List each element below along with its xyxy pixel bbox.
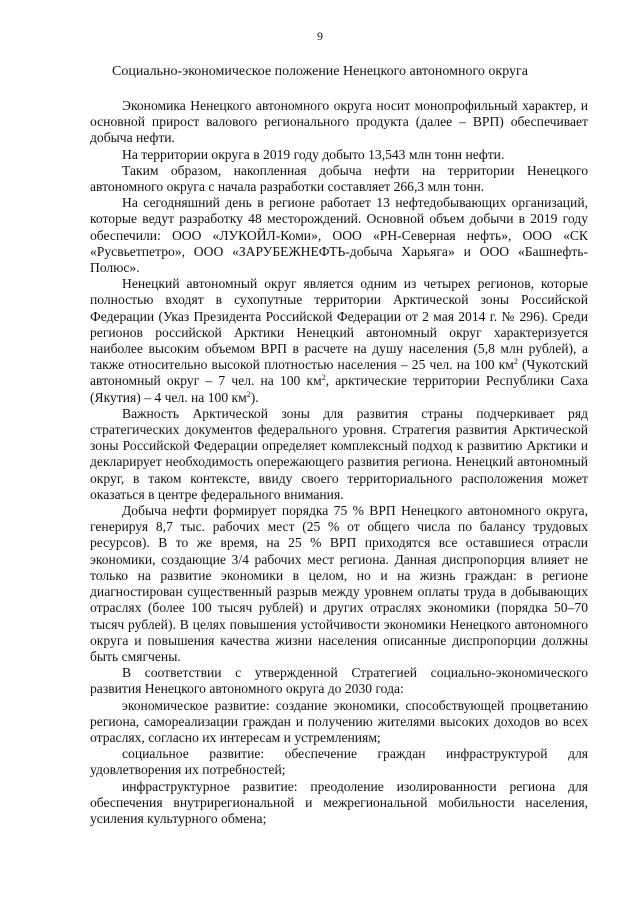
density-part1: на 100 км	[456, 357, 514, 373]
density-part2: (Чукотский автономный округ – 7 чел. на 100 км	[90, 357, 588, 389]
paragraph-infrastructure-development: инфраструктурное развитие: преодоление изолированности региона для обеспечения внутрирегиональной и межрегиональной мобильности населения, усиления культурного обмена;	[90, 778, 588, 826]
paragraph-strategy: В соответствии с утвержденной Стратегией социально-экономического развития Ненецкого автономного округа до 2030 года:	[90, 665, 588, 697]
density-part4: ).	[250, 389, 259, 405]
density-sup1: 2	[513, 357, 518, 367]
document-title: Социально-экономическое положение Ненецкого автономного округа	[112, 64, 528, 79]
paragraph-arctic	[90, 276, 588, 406]
paragraph-oil-2019: На территории округа в 2019 году добыто 13,543 млн тонн нефти.	[122, 146, 505, 162]
arctic-text: Ненецкий автономный округ является одним из четырех регионов, которые полностью входят в сухопутные территории Арктической зоны Российской Федерации (Указ Президента Российской Федерации от 2 мая 2014 г. № 296). Среди регионов российской Арктики Ненецкий автономный округ характеризуется наиболее высоким объемом ВРП в расчете на душу населения (5,8 млн рублей), а также относительно высокой плотностью населения – 25 чел.	[90, 276, 588, 373]
document-body	[90, 98, 588, 827]
paragraph-importance: Важность Арктической зоны для развития страны подчеркивает ряд стратегических документов федерального уровня. Стратегия развития Арктической зоны Российской Федерации определяет комплексный подход к развитию Арктики и декларирует необходимость опережающего развития региона. Ненецкий автономный округ, в таком контексте, ввиду своего территориального расположения может оказаться в центре федерального внимания.	[90, 405, 588, 502]
paragraph-disproportion: Добыча нефти формирует порядка 75 % ВРП Ненецкого автономного округа, генерируя 8,7 тыс. рабочих мест (25 % от общего числа по балансу трудовых ресурсов). В то же время, на 25 % ВРП приходятся все оставшиеся отрасли экономики, создающие 3/4 рабочих мест региона. Данная диспропорция влияет не только на развитие экономики в целом, но и на жизнь граждан: в регионе диагностирован существенный разрыв между уровнем оплаты труда в добывающих отраслях (более 100 тысяч рублей) и других отраслях экономики (порядка 50–70 тысяч рублей). В целях повышения устойчивости экономики Ненецкого автономного округа и повышения качества жизни населения описанные диспропорции должны быть смягчены.	[90, 503, 588, 664]
page-number: 9	[317, 29, 323, 43]
paragraph-accumulated: Таким образом, накопленная добыча нефти на территории Ненецкого автономного округа с начала разработки составляет 266,3 млн тонн.	[90, 162, 588, 195]
density-sup3: 2	[246, 389, 251, 399]
paragraph-economic-development: экономическое развитие: создание экономики, способствующей процветанию региона, самореализации граждан и получению жителями высоких доходов во всех отраслях, согласно их интересам и устремлениям;	[90, 697, 588, 745]
density-part3: , арктические территории Республики Саха (Якутия) – 4 чел. на 100 км	[90, 373, 588, 405]
paragraph-organizations: На сегодняшний день в регионе работает 13 нефтедобывающих организаций, которые ведут разработку 48 месторождений. Основной объем добычи в 2019 году обеспечили: ООО «ЛУКОЙЛ-Коми», ООО «РН-Северная нефть», ООО «СК «Русвьетпетро», ООО «ЗАРУБЕЖНЕФТЬ-добыча Харьяга» и ООО «Башнефть-Полюс».	[90, 195, 588, 276]
paragraph-economy: Экономика Ненецкого автономного округа носит монопрофильный характер, и основной прирост валового регионального продукта (далее – ВРП) обеспечивает добыча нефти.	[90, 98, 588, 146]
density-sup2: 2	[321, 373, 326, 383]
paragraph-social-development: социальное развитие: обеспечение граждан инфраструктурой для удовлетворения их потребностей;	[90, 746, 588, 778]
